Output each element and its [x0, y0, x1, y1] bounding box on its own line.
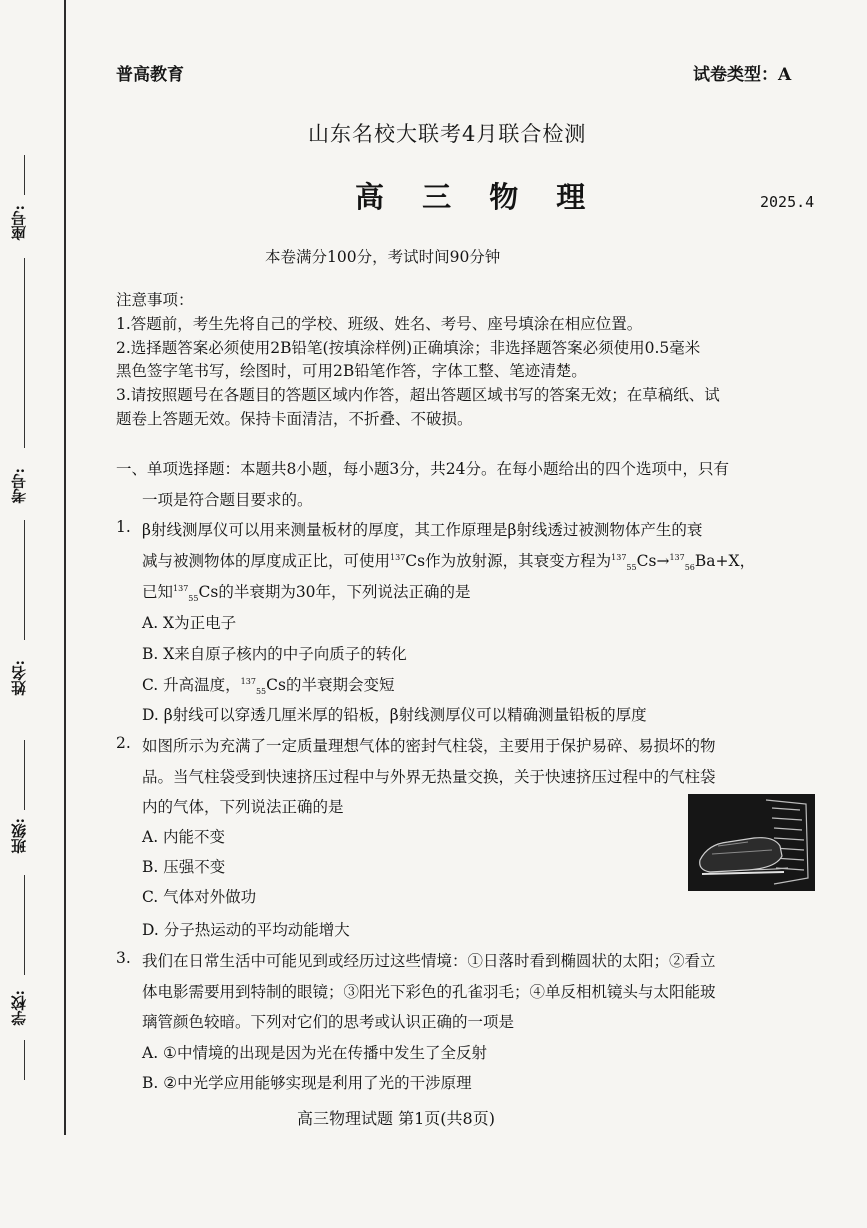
question-2-line-1: 如图所示为充满了一定质量理想气体的密封气柱袋，主要用于保护易碎、易损坏的物	[142, 737, 716, 755]
exam-name: 山东名校大联考4月联合检测	[308, 122, 587, 146]
binding-margin-line	[64, 0, 66, 1135]
question-1-line-2-text-a: 减与被测物体的厚度成正比，可使用	[142, 552, 391, 570]
question-3-option-a: A. ①中情境的出现是因为光在传播中发生了全反射	[142, 1044, 487, 1062]
notice-item-2-line-1: 2.选择题答案必须使用2B铅笔(按填涂样例)正确填涂；非选择题答案必须使用0.5毫米	[116, 339, 701, 357]
question-3-line-2: 体电影需要用到特制的眼镜；③阳光下彩色的孔雀羽毛；④单反相机镜头与太阳能玻	[142, 983, 716, 1001]
question-1-line-2-text-b: 作为放射源，其衰变方程为	[425, 552, 612, 570]
exam-no-label: 考号:	[10, 468, 28, 504]
page-footer: 高三物理试题 第1页(共8页)	[297, 1109, 495, 1128]
paper-type-label: 试卷类型：A	[693, 65, 792, 85]
exam-date: 2025.4	[760, 193, 815, 211]
seat-label: 座号:	[10, 205, 28, 241]
arrow: →	[656, 552, 670, 570]
exam-no-fill-line	[24, 520, 25, 640]
question-1-line-2-text-d: +X，	[715, 552, 756, 570]
notice-item-1: 1.答题前，考生先将自己的学校、班级、姓名、考号、座号填涂在相应位置。	[116, 315, 643, 333]
question-1-line-1: β射线测厚仪可以用来测量板材的厚度，其工作原理是β射线透过被测物体产生的衰	[142, 521, 703, 539]
section-1-heading-line-2: 一项是符合题目要求的。	[142, 491, 313, 509]
cs-isotope: $^{137}$Cs	[390, 552, 426, 570]
name-fill-line	[24, 740, 25, 810]
name-label: 姓名:	[10, 660, 28, 696]
seat-fill-line	[24, 258, 25, 448]
seat-line	[24, 155, 25, 195]
notice-title: 注意事项：	[116, 291, 194, 309]
question-3-line-3: 璃管颜色较暗。下列对它们的思考或认识正确的一项是	[142, 1013, 515, 1031]
question-3-number: 3.	[116, 949, 131, 967]
class-label: 班级:	[10, 818, 28, 854]
notice-item-2-line-2: 黑色签字笔书写，绘图时，可用2B铅笔作答，字体工整、笔迹清楚。	[116, 362, 587, 380]
question-2-option-b: B. 压强不变	[142, 858, 226, 876]
school-fill-line	[24, 1040, 25, 1080]
question-1-option-c: C. 升高温度，$^{137}_{55}$Cs的半衰期会变短	[142, 676, 395, 697]
question-1-option-b: B. X来自原子核内的中子向质子的转化	[142, 645, 407, 663]
notice-item-3-line-1: 3.请按照题号在各题目的答题区域内作答，超出答题区域书写的答案无效；在草稿纸、试	[116, 386, 720, 404]
question-1-option-d: D. β射线可以穿透几厘米厚的铅板，β射线测厚仪可以精确测量铅板的厚度	[142, 706, 647, 724]
section-1-heading-line-1: 一、单项选择题：本题共8小题，每小题3分，共24分。在每小题给出的四个选项中，只有	[116, 460, 729, 478]
subject-title: 高 三 物 理	[355, 180, 600, 214]
question-2-number: 2.	[116, 734, 131, 752]
question-2-line-2: 品。当气柱袋受到快速挤压过程中与外界无热量交换，关于快速挤压过程中的气柱袋	[142, 768, 716, 786]
score-time-info: 本卷满分100分，考试时间90分钟	[265, 248, 501, 266]
ba-isotope: $^{137}_{56}$Ba	[669, 552, 716, 573]
question-1-number: 1.	[116, 518, 131, 536]
question-2-option-d: D. 分子热运动的平均动能增大	[142, 921, 350, 939]
cs-isotope-3: $^{137}_{55}$Cs	[240, 676, 286, 697]
question-3-option-b: B. ②中光学应用能够实现是利用了光的干涉原理	[142, 1074, 472, 1092]
class-fill-line	[24, 875, 25, 975]
question-1-option-a: A. X为正电子	[142, 614, 237, 632]
cs-isotope-eq: $^{137}_{55}$Cs	[611, 552, 657, 573]
notice-item-3-line-2: 题卷上答题无效。保持卡面清洁，不折叠、不破损。	[116, 410, 473, 428]
question-3-line-1: 我们在日常生活中可能见到或经历过这些情境：①日落时看到椭圆状的太阳；②看立	[142, 952, 716, 970]
question-2-line-3: 内的气体，下列说法正确的是	[142, 798, 344, 816]
cs-isotope-2: $^{137}_{55}$Cs	[173, 583, 219, 604]
air-column-bag-photo	[688, 794, 815, 891]
question-1-line-3: 已知$^{137}_{55}$Cs的半衰期为30年，下列说法正确的是	[142, 583, 471, 604]
question-2-option-a: A. 内能不变	[142, 828, 226, 846]
publisher-label: 普高教育	[116, 65, 184, 85]
question-2-option-c: C. 气体对外做功	[142, 888, 257, 906]
school-label: 学校:	[10, 990, 28, 1026]
question-1-line-2	[142, 549, 755, 572]
